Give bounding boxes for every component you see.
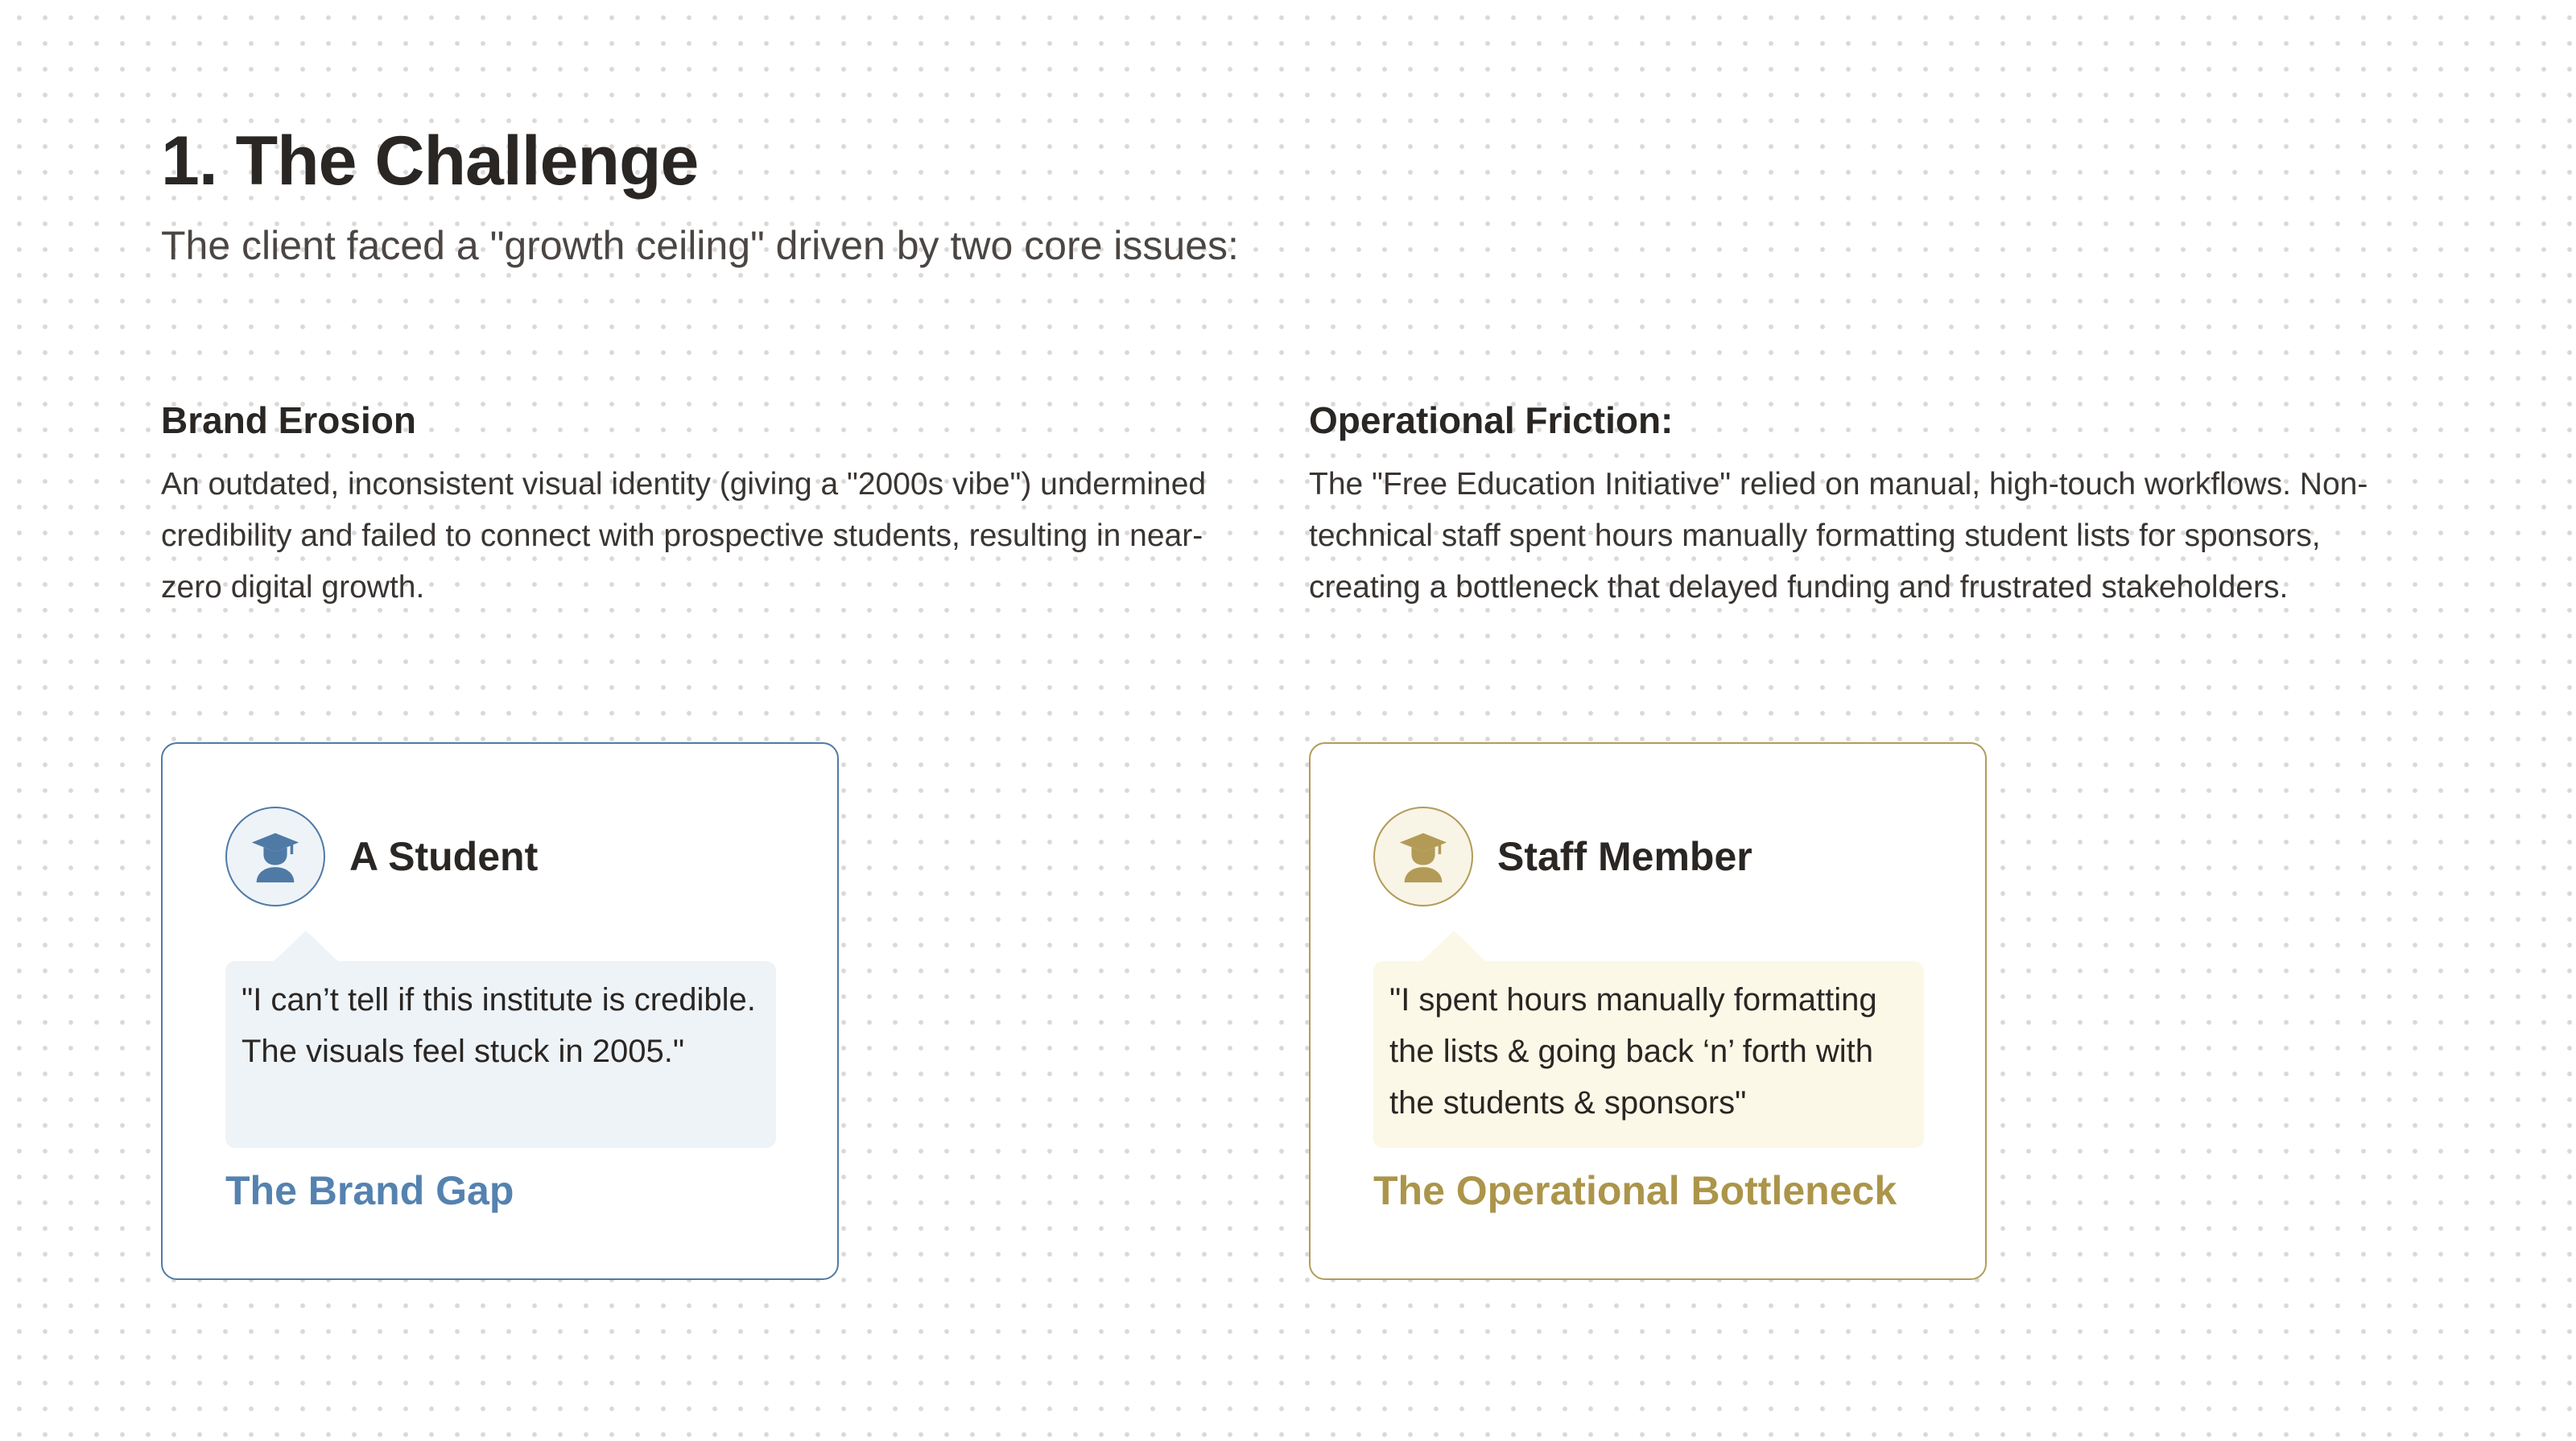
persona-name: Staff Member bbox=[1497, 834, 1752, 879]
avatar bbox=[1373, 807, 1473, 906]
section-heading: Brand Erosion bbox=[161, 399, 416, 441]
card-label: The Operational Bottleneck bbox=[1373, 1168, 1897, 1213]
brand-erosion-section bbox=[161, 388, 1240, 613]
quote-bubble: "I spent hours manually formatting the lists & going back ‘n’ forth with the students & sponsors" bbox=[1373, 961, 1924, 1148]
staff-persona-card bbox=[1309, 742, 1987, 1280]
graduate-icon bbox=[1395, 828, 1451, 885]
card-label: The Brand Gap bbox=[225, 1168, 514, 1213]
operational-friction-section bbox=[1309, 388, 2436, 613]
section-heading: Operational Friction: bbox=[1309, 399, 1674, 441]
page-subtitle: The client faced a "growth ceiling" driven by two core issues: bbox=[161, 223, 1239, 268]
page-title: 1. The Challenge bbox=[161, 122, 699, 200]
avatar bbox=[225, 807, 325, 906]
section-body: The "Free Education Initiative" relied on manual, high-touch workflows. Non-technical staff spent hours manually formatting student lists for sponsors, creating a bottleneck that delayed funding and frustrated stakeholders. bbox=[1309, 467, 2368, 605]
section-body: An outdated, inconsistent visual identity (giving a "2000s vibe") undermined credibility and failed to connect with prospective students, resulting in near-zero digital growth. bbox=[161, 467, 1207, 605]
student-persona-card bbox=[161, 742, 839, 1280]
quote-bubble: "I can’t tell if this institute is credible. The visuals feel stuck in 2005." bbox=[225, 961, 776, 1148]
graduate-icon bbox=[247, 828, 303, 885]
persona-name: A Student bbox=[349, 834, 539, 879]
